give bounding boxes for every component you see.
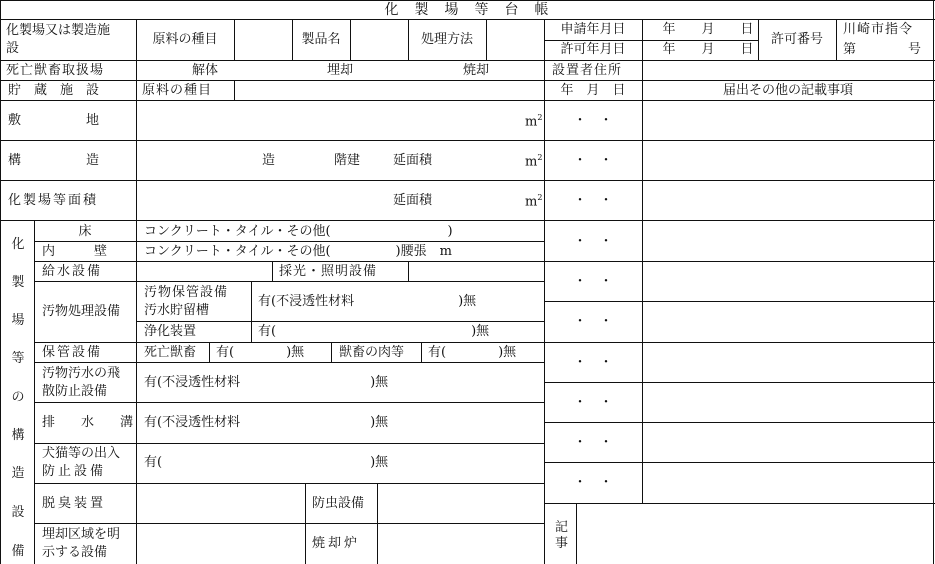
date-dots: ・ ・ <box>573 355 613 370</box>
purification-option: 有( )無 <box>258 324 490 339</box>
col-right <box>642 19 643 503</box>
bury-label: 埋却 <box>326 63 354 78</box>
processing-method-header: 処理方法 <box>420 32 474 47</box>
vertical-label-char: 備 <box>11 544 25 559</box>
raw-material-header: 原料の種目 <box>152 32 218 47</box>
animal-entry-option: 有( )無 <box>144 455 389 470</box>
col-h6 <box>758 19 759 60</box>
rule-r1 <box>545 261 935 262</box>
rule-l2 <box>34 261 545 262</box>
rule-title <box>0 19 935 20</box>
col-remarks <box>576 503 577 564</box>
rule-dates <box>545 40 758 41</box>
sewage-treatment-label: 汚物処理設備 <box>42 304 121 319</box>
dead-livestock-label: 死亡獣畜取扱場 <box>6 63 105 78</box>
burial-marking-2: 示する設備 <box>42 545 108 560</box>
border-top <box>0 0 935 1</box>
inner-wall-label: 内 壁 <box>42 244 108 259</box>
insect-control-label: 防虫設備 <box>312 496 365 511</box>
incinerate-label: 焼却 <box>462 63 490 78</box>
facility-label-1: 化製場又は製造施 <box>6 23 111 38</box>
animal-entry-2: 防止設備 <box>42 464 107 479</box>
construction-label: 造 <box>262 153 276 168</box>
date-dots: ・ ・ <box>573 153 613 168</box>
site-unit: $m^2$ <box>525 113 543 130</box>
drainage-option: 有(不浸透性材料 )無 <box>144 415 389 430</box>
vertical-label-char: 造 <box>11 466 25 481</box>
scatter-option: 有(不浸透性材料 )無 <box>144 375 389 390</box>
rule-row5 <box>0 180 935 181</box>
rule-r3 <box>545 342 935 343</box>
date-dots: ・ ・ <box>573 193 613 208</box>
dead-animal-label: 死亡獣畜 <box>144 345 197 360</box>
remarks-label-1: 記 <box>555 520 569 535</box>
vertical-label-char: 化 <box>11 237 25 252</box>
col-label <box>136 19 137 220</box>
col-lighting <box>408 261 409 281</box>
rule-l3 <box>34 281 545 282</box>
city-designation-2: 第 号 <box>843 42 922 57</box>
vertical-label-char: 構 <box>11 428 25 443</box>
notification-records-header: 届出その他の記載事項 <box>722 83 854 98</box>
col-label-lower <box>136 221 137 564</box>
vertical-label-char: 場 <box>11 313 25 328</box>
col-vertical <box>34 221 35 564</box>
col-h3 <box>350 19 351 60</box>
vertical-label-char: の <box>11 390 25 405</box>
col-mid <box>544 19 545 564</box>
permit-date-value: 年 月 日 <box>662 42 754 57</box>
date-dots: ・ ・ <box>573 475 613 490</box>
purification-label: 浄化装置 <box>144 324 197 339</box>
col-water <box>272 261 273 281</box>
col-storage <box>234 80 235 100</box>
col-insect <box>305 483 306 564</box>
date-dots: ・ ・ <box>573 435 613 450</box>
col-dead1 <box>209 342 210 362</box>
area-unit: $m^2$ <box>525 193 543 210</box>
rule-l9 <box>34 483 545 484</box>
animal-entry-1: 犬猫等の出入 <box>42 446 121 461</box>
rule-l10 <box>34 523 545 524</box>
border-right <box>933 0 934 564</box>
installer-address-label: 設置者住所 <box>552 63 623 78</box>
storage-equipment-label: 保管設備 <box>42 345 103 360</box>
border-left <box>0 0 1 564</box>
col-h5 <box>486 19 487 60</box>
incinerator-label: 焼却炉 <box>312 536 361 551</box>
vertical-label-char: 等 <box>11 351 25 366</box>
ymd-header: 年 月 日 <box>560 83 626 98</box>
vertical-label-char: 製 <box>11 275 25 290</box>
storage-raw-material-label: 原料の種目 <box>142 83 213 98</box>
floors-label: 階建 <box>334 153 361 168</box>
site-label: 敷 地 <box>8 113 100 128</box>
structure-label: 構 造 <box>8 153 100 168</box>
city-designation-1: 川崎市指令 <box>843 22 914 37</box>
col-insect2 <box>377 483 378 564</box>
area-total-label: 化製場等面積 <box>8 193 99 208</box>
rule-row6 <box>0 220 935 221</box>
scatter-prevention-2: 散防止設備 <box>42 384 108 399</box>
structure-unit: $m^2$ <box>525 153 543 170</box>
floor-label: 床 <box>78 224 92 239</box>
col-h4 <box>408 19 409 60</box>
meat-label: 獣畜の肉等 <box>339 345 405 360</box>
vertical-label-char: 設 <box>11 505 25 520</box>
rule-l6 <box>34 362 545 363</box>
rule-l8 <box>34 443 545 444</box>
rule-l5 <box>34 342 545 343</box>
facility-label-2: 設 <box>6 41 20 56</box>
dead-animal-option: 有( )無 <box>216 345 305 360</box>
rule-l1 <box>34 241 545 242</box>
col-dead2 <box>331 342 332 362</box>
rule-l4 <box>137 321 545 322</box>
rule-r4 <box>545 382 935 383</box>
date-dots: ・ ・ <box>573 234 613 249</box>
application-date-value: 年 月 日 <box>662 22 754 37</box>
storage-facility-label: 貯 蔵 施 設 <box>8 83 100 98</box>
rule-r7 <box>545 503 935 504</box>
date-dots: ・ ・ <box>573 274 613 289</box>
dismantle-label: 解体 <box>191 63 219 78</box>
rule-r2 <box>545 301 935 302</box>
date-dots: ・ ・ <box>573 314 613 329</box>
rule-row2 <box>0 80 935 81</box>
meat-option: 有( )無 <box>428 345 517 360</box>
area-floor-area-label: 延面積 <box>393 193 433 208</box>
rule-row4 <box>0 140 935 141</box>
col-h2 <box>292 19 293 60</box>
page-title: 化 製 場 等 台 帳 <box>384 2 550 18</box>
sewage-impermeable-option: 有(不浸透性材料 )無 <box>258 294 477 309</box>
col-h1 <box>234 19 235 60</box>
deodorizer-label: 脱臭装置 <box>42 496 107 511</box>
lighting-label: 採光・照明設備 <box>279 264 378 279</box>
remarks-label-2: 事 <box>555 536 569 551</box>
sewage-storage-1: 汚物保管設備 <box>144 285 229 300</box>
total-floor-area-label: 延面積 <box>393 153 433 168</box>
rule-r6 <box>545 462 935 463</box>
inner-wall-material: コンクリート・タイル・その他( )腰張 m <box>144 244 452 259</box>
col-h7 <box>836 19 837 60</box>
burial-marking-1: 埋却区域を明 <box>42 527 121 542</box>
col-sewage <box>251 281 252 342</box>
drainage-label: 排 水 溝 <box>42 415 134 430</box>
permit-date-label: 許可年月日 <box>560 42 626 57</box>
water-supply-label: 給水設備 <box>42 264 103 279</box>
floor-material: コンクリート・タイル・その他( ) <box>144 224 453 239</box>
col-dead3 <box>421 342 422 362</box>
product-name-header: 製品名 <box>301 32 341 47</box>
rule-row1 <box>0 60 935 61</box>
rule-l7 <box>34 402 545 403</box>
application-date-label: 申請年月日 <box>560 22 626 37</box>
rule-row3 <box>0 100 935 101</box>
date-dots: ・ ・ <box>573 113 613 128</box>
sewage-storage-2: 汚水貯留槽 <box>144 303 210 318</box>
permit-number-label: 許可番号 <box>770 32 824 47</box>
date-dots: ・ ・ <box>573 395 613 410</box>
rule-r5 <box>545 422 935 423</box>
scatter-prevention-1: 汚物汚水の飛 <box>42 366 121 381</box>
